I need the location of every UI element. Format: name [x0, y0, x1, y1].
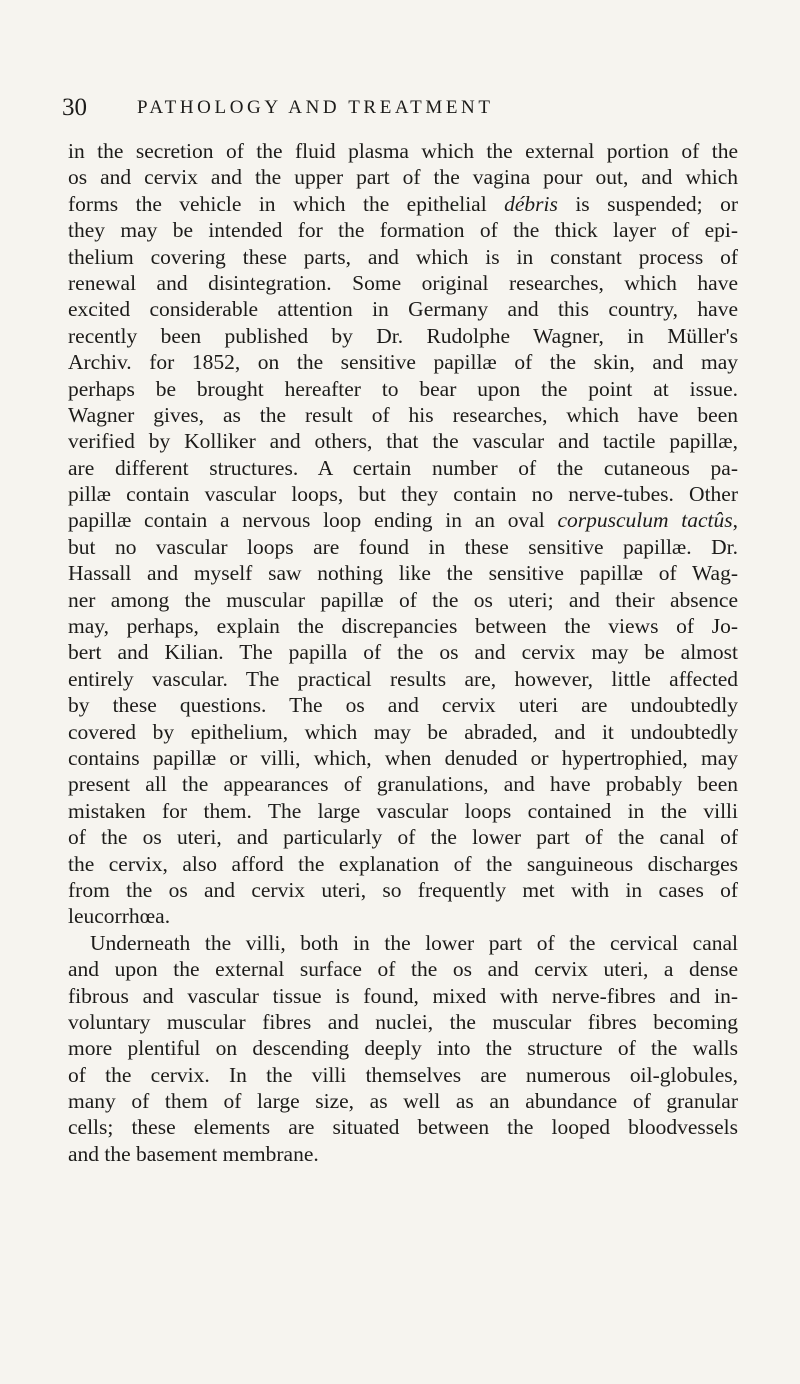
text-line: perhaps be brought hereafter to bear upon the point at issue. [68, 376, 738, 401]
text-line: Archiv. for 1852, on the sensitive papillæ of the skin, and may [68, 350, 738, 375]
page-number: 30 [62, 94, 87, 121]
text-line: Hassall and myself saw nothing like the sensitive papillæ of Wag- [68, 561, 738, 586]
text-line: Wagner gives, as the result of his researches, which have been [68, 402, 738, 427]
text-line: mistaken for them. The large vascular loops contained in the villi [68, 798, 738, 823]
text-line: the cervix, also afford the explanation of the sanguineous discharges [68, 851, 738, 876]
text-line: they may be intended for the formation of the thick layer of epi- [68, 218, 738, 243]
text-line: cells; these elements are situated between the looped bloodvessels [68, 1115, 738, 1140]
text-line: and upon the external surface of the os and cervix uteri, a dense [68, 957, 738, 982]
text-line: bert and Kilian. The papilla of the os and cervix may be almost [68, 640, 738, 665]
text-line: forms the vehicle in which the epithelial débris is suspended; or [68, 191, 738, 216]
italic-term: corpusculum tactûs [557, 508, 733, 533]
text-line: many of them of large size, as well as an abundance of granular [68, 1089, 738, 1114]
text-line: ner among the muscular papillæ of the os uteri; and their absence [68, 587, 738, 612]
text-line: in the secretion of the fluid plasma which the external portion of the [68, 139, 738, 163]
italic-term: débris [504, 191, 558, 216]
text-line: of the cervix. In the villi themselves are numerous oil-globules, [68, 1062, 738, 1087]
text-line: verified by Kolliker and others, that the vascular and tactile papillæ, [68, 429, 738, 454]
text-line: from the os and cervix uteri, so frequently met with in cases of [68, 877, 738, 902]
text-line: renewal and disintegration. Some original researches, which have [68, 270, 738, 295]
text-line: fibrous and vascular tissue is found, mixed with nerve-fibres and in- [68, 983, 738, 1008]
text-line: contains papillæ or villi, which, when denuded or hypertrophied, may [68, 745, 738, 770]
text-line: but no vascular loops are found in these sensitive papillæ. Dr. [68, 534, 738, 559]
text-line: are different structures. A certain number of the cutaneous pa- [68, 455, 738, 480]
text-line: recently been published by Dr. Rudolphe Wagner, in Müller's [68, 323, 738, 348]
text-line: excited considerable attention in Germany and this country, have [68, 297, 738, 322]
text-line: papillæ contain a nervous loop ending in an oval corpusculum tactûs, [68, 508, 738, 533]
text-line: Underneath the villi, both in the lower part of the cervical canal [90, 930, 738, 955]
running-head [62, 90, 742, 126]
text-line: present all the appearances of granulations, and have probably been [68, 772, 738, 797]
text-line: pillæ contain vascular loops, but they contain no nerve-tubes. Other [68, 482, 738, 507]
text-line: by these questions. The os and cervix uteri are undoubtedly [68, 693, 738, 718]
text-line: covered by epithelium, which may be abraded, and it undoubtedly [68, 719, 738, 744]
text-line: and the basement membrane. [68, 1141, 319, 1166]
text-line: of the os uteri, and particularly of the lower part of the canal of [68, 825, 738, 850]
text-line: entirely vascular. The practical results are, however, little affected [68, 666, 738, 691]
body-text [68, 138, 738, 1167]
text-line: more plentiful on descending deeply into the structure of the walls [68, 1036, 738, 1061]
text-line: os and cervix and the upper part of the vagina pour out, and which [68, 165, 738, 190]
running-title: PATHOLOGY AND TREATMENT [137, 97, 494, 118]
text-line: leucorrhœa. [68, 904, 171, 929]
text-line: may, perhaps, explain the discrepancies between the views of Jo- [68, 614, 738, 639]
text-line: voluntary muscular fibres and nuclei, the muscular fibres becoming [68, 1009, 738, 1034]
text-line: thelium covering these parts, and which is in constant process of [68, 244, 738, 269]
